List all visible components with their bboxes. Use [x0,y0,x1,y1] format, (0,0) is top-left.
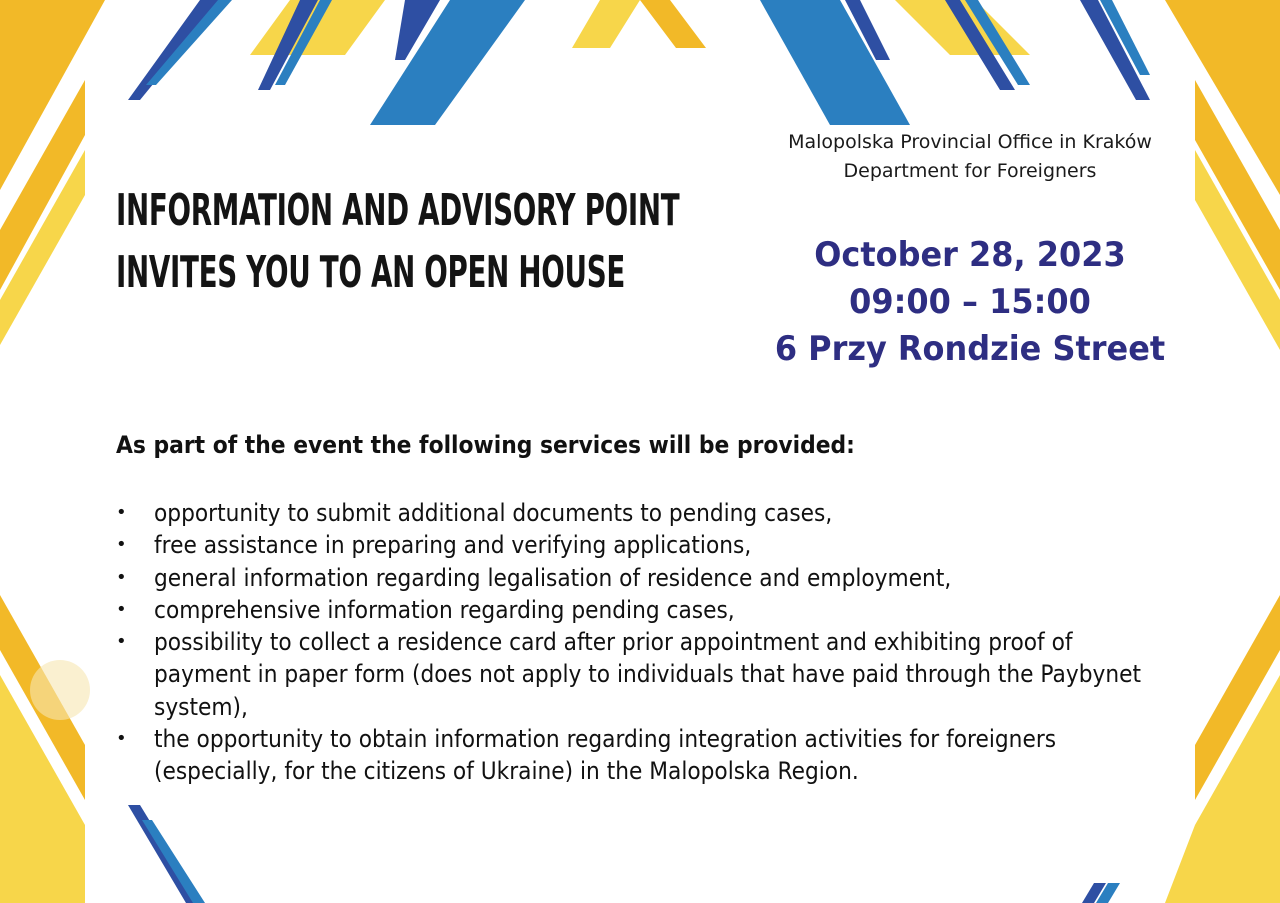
organization-block [760,128,1180,186]
service-text: opportunity to submit additional documents to pending cases, [154,499,833,527]
service-text: possibility to collect a residence card after prior appointment and exhibiting proof of payment in paper form (does not apply to individuals that have paid through the Paybynet system), [154,628,1142,721]
headline-line-2: INVITES YOU TO AN OPEN HOUSE [116,247,626,298]
headline-line-1: INFORMATION AND ADVISORY POINT [116,185,680,236]
services-intro: As part of the event the following services will be provided: [116,431,855,459]
service-text: general information regarding legalisation of residence and employment, [154,563,952,592]
event-details [760,232,1180,373]
bullet: • [116,566,127,588]
list-item [116,723,1196,788]
bullet: • [116,502,127,523]
event-date: October 28, 2023 [814,235,1126,275]
service-text: free assistance in preparing and verifying applications, [154,531,752,560]
bottom-shapes [128,805,1120,903]
service-text: the opportunity to obtain information regarding integration activities for foreigners (especially, for the citizens of Ukraine) in the Malopolska Region. [154,725,1057,786]
service-text: comprehensive information regarding pending cases, [154,595,735,624]
list-item [116,497,1196,529]
bullet: • [116,728,127,750]
top-shapes [128,0,1150,125]
organization-department: Department for Foreigners [843,160,1097,182]
list-item [116,529,1196,561]
services-list [116,497,1196,788]
list-item [116,594,1196,626]
bullet: • [116,598,127,620]
list-item [116,626,1196,723]
left-yellow-stripes [0,0,105,903]
event-address: 6 Przy Rondzie Street [774,329,1166,369]
bullet: • [116,534,127,556]
bullet: • [116,631,127,653]
organization-name: Malopolska Provincial Office in Kraków [788,131,1152,153]
event-time: 09:00 – 15:00 [849,282,1091,322]
list-item [116,562,1196,594]
